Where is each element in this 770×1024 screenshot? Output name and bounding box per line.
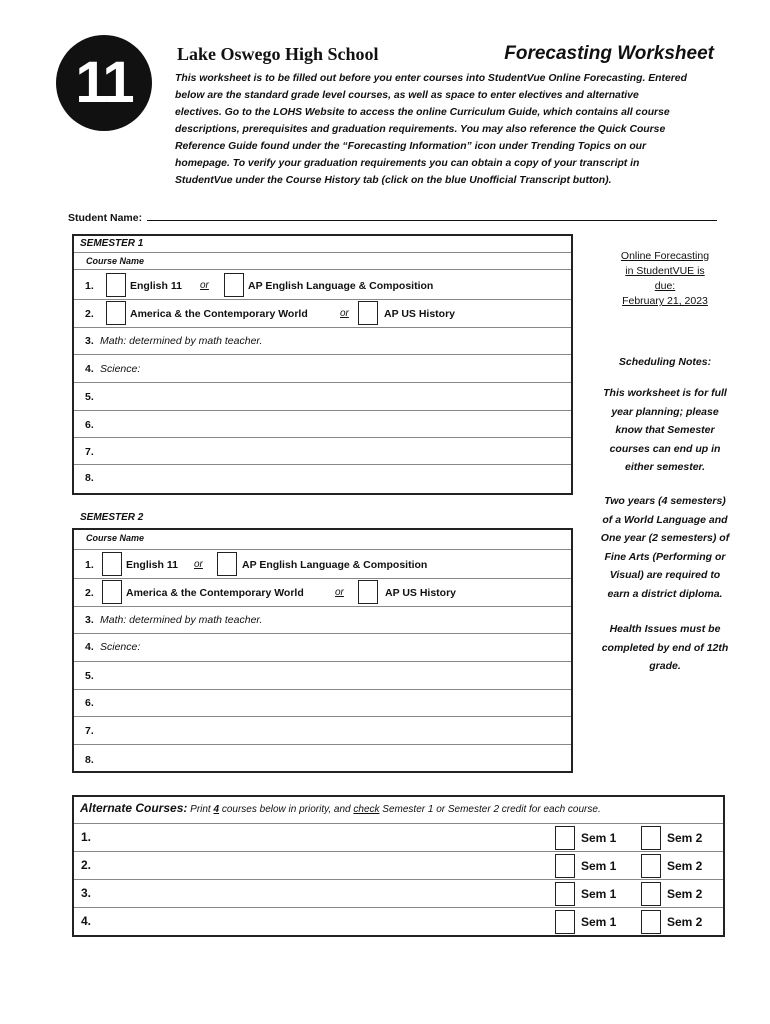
note-line: year planning; please	[611, 405, 719, 418]
note-line: Health Issues must be	[609, 623, 721, 635]
table-row[interactable]	[74, 907, 723, 936]
row-number: 2.	[85, 587, 94, 599]
sem-1-checkbox[interactable]	[555, 910, 575, 934]
note-line: completed by end of 12th	[601, 641, 729, 654]
ap-english-checkbox[interactable]	[217, 552, 237, 576]
sem-2-checkbox[interactable]	[641, 826, 661, 850]
course-name-header-row	[74, 252, 571, 269]
america-checkbox[interactable]	[102, 580, 122, 604]
america-checkbox[interactable]	[106, 301, 126, 325]
worksheet-title: Forecasting Worksheet	[504, 43, 714, 64]
table-row[interactable]	[74, 382, 571, 410]
due-date-notice	[588, 249, 742, 309]
table-row[interactable]	[74, 354, 571, 382]
sem-2-label: Sem 2	[667, 859, 703, 873]
row-number: 7.	[85, 725, 94, 737]
ap-english-label: AP English Language & Composition	[248, 280, 434, 292]
table-row[interactable]	[74, 744, 571, 771]
table-row[interactable]	[74, 823, 723, 852]
ap-us-history-label: AP US History	[384, 308, 455, 320]
due-line: in StudentVUE is	[625, 265, 705, 277]
instruction-check: check	[353, 804, 380, 815]
row-number: 1.	[81, 830, 92, 844]
note-line: know that Semester	[615, 424, 715, 436]
due-line: due:	[654, 280, 676, 292]
table-row	[74, 606, 571, 633]
semester-1-table	[72, 234, 573, 495]
table-row[interactable]	[74, 464, 571, 493]
student-name-line[interactable]	[147, 210, 717, 221]
note-line: courses can end up in	[609, 442, 721, 455]
table-row	[74, 578, 571, 606]
instruction-count: 4	[213, 804, 220, 815]
sem-1-checkbox[interactable]	[555, 854, 575, 878]
row-number: 8.	[85, 754, 94, 766]
sem-1-label: Sem 1	[581, 859, 617, 873]
or-label: or	[194, 559, 203, 570]
scheduling-note-2	[588, 492, 742, 603]
course-name-header-row	[74, 530, 571, 549]
row-number: 8.	[85, 472, 94, 484]
note-line: Two years (4 semesters)	[604, 495, 726, 507]
semester-1-label: SEMESTER 1	[80, 238, 144, 249]
instruction-text: courses below in priority, and	[219, 804, 354, 815]
table-row[interactable]	[74, 689, 571, 716]
ap-us-history-checkbox[interactable]	[358, 301, 378, 325]
table-row[interactable]	[74, 879, 723, 908]
row-number: 7.	[85, 446, 94, 458]
sem-1-checkbox[interactable]	[555, 882, 575, 906]
row-number: 5.	[85, 391, 94, 403]
sem-1-label: Sem 1	[581, 831, 617, 845]
note-line: Visual) are required to	[609, 569, 721, 581]
table-row[interactable]	[74, 410, 571, 437]
sem-2-checkbox[interactable]	[641, 854, 661, 878]
sem-2-label: Sem 2	[667, 915, 703, 929]
scheduling-note-3	[588, 620, 742, 676]
scheduling-notes-title: Scheduling Notes:	[618, 356, 712, 368]
row-number: 2.	[85, 308, 94, 320]
row-number: 4.	[85, 641, 94, 653]
table-row[interactable]	[74, 851, 723, 880]
sem-1-label: Sem 1	[581, 887, 617, 901]
course-name-header: Course Name	[86, 256, 145, 266]
ap-us-history-checkbox[interactable]	[358, 580, 378, 604]
ap-english-checkbox[interactable]	[224, 273, 244, 297]
english-11-checkbox[interactable]	[102, 552, 122, 576]
intro-line: StudentVue under the Course History tab (click on the blue Unofficial Transcript button).	[175, 175, 612, 186]
sem-2-checkbox[interactable]	[641, 910, 661, 934]
due-line: February 21, 2023	[622, 295, 708, 307]
instruction-text: Semester 1 or Semester 2 credit for each course.	[379, 804, 601, 815]
row-number: 1.	[85, 559, 94, 571]
note-line: either semester.	[625, 461, 705, 473]
row-number: 6.	[85, 419, 94, 431]
or-label: or	[200, 280, 209, 291]
or-label: or	[340, 308, 349, 319]
sem-2-label: Sem 2	[667, 831, 703, 845]
semester-2-table	[72, 528, 573, 773]
note-line: Fine Arts (Performing or	[604, 550, 726, 563]
due-line: Online Forecasting	[620, 250, 710, 262]
course-name-header: Course Name	[86, 533, 145, 543]
note-line: earn a district diploma.	[607, 587, 723, 600]
row-number: 3.	[81, 886, 92, 900]
ap-us-history-label: AP US History	[385, 587, 456, 599]
table-row[interactable]	[74, 633, 571, 661]
intro-line: This worksheet is to be filled out before you enter courses into StudentVue Online Forecasting. Entered	[175, 73, 687, 84]
table-row[interactable]	[74, 437, 571, 464]
english-11-label: English 11	[130, 280, 182, 292]
sem-2-checkbox[interactable]	[641, 882, 661, 906]
intro-paragraph	[175, 70, 723, 189]
alternate-courses-table	[72, 795, 725, 937]
grade-badge: 11	[56, 35, 152, 131]
math-note: Math: determined by math teacher.	[100, 614, 263, 626]
intro-line: below are the standard grade level courses, as well as space to enter electives and alternative	[175, 90, 639, 101]
intro-line: electives. Go to the LOHS Website to access the online Curriculum Guide, which contains all course	[175, 107, 670, 118]
school-name: Lake Oswego High School	[177, 44, 379, 64]
ap-english-label: AP English Language & Composition	[242, 559, 428, 571]
english-11-label: English 11	[126, 559, 178, 571]
student-name-label: Student Name:	[68, 212, 146, 224]
science-label: Science:	[100, 363, 141, 375]
row-number: 6.	[85, 697, 94, 709]
note-line: grade.	[649, 660, 681, 672]
table-row	[74, 269, 571, 299]
table-row	[74, 549, 571, 578]
intro-line: homepage. To verify your graduation requirements you can obtain a copy of your transcript in	[175, 158, 640, 169]
row-number: 5.	[85, 670, 94, 682]
note-line: of a World Language and	[602, 513, 728, 526]
sem-2-label: Sem 2	[667, 887, 703, 901]
alternate-courses-title: Alternate Courses:	[80, 801, 188, 815]
table-row[interactable]	[74, 716, 571, 744]
or-label: or	[335, 587, 344, 598]
intro-line: descriptions, prerequisites and graduation requirements. You may also reference the Quick Course	[175, 124, 666, 135]
science-label: Science:	[100, 641, 141, 653]
row-number: 4.	[81, 914, 92, 928]
row-number: 1.	[85, 280, 94, 292]
table-row	[74, 327, 571, 354]
math-note: Math: determined by math teacher.	[100, 335, 263, 347]
note-line: This worksheet is for full	[603, 387, 727, 399]
sem-1-checkbox[interactable]	[555, 826, 575, 850]
english-11-checkbox[interactable]	[106, 273, 126, 297]
row-number: 3.	[85, 614, 94, 626]
america-label: America & the Contemporary World	[130, 308, 308, 320]
sem-1-label: Sem 1	[581, 915, 617, 929]
table-row	[74, 299, 571, 327]
table-row[interactable]	[74, 661, 571, 689]
scheduling-note-1	[588, 384, 742, 477]
alternate-courses-header	[80, 801, 601, 815]
instruction-text: Print	[187, 804, 214, 815]
semester-2-label: SEMESTER 2	[80, 512, 144, 523]
row-number: 3.	[85, 335, 94, 347]
row-number: 2.	[81, 858, 92, 872]
row-number: 4.	[85, 363, 94, 375]
note-line: One year (2 semesters) of	[600, 532, 730, 544]
america-label: America & the Contemporary World	[126, 587, 304, 599]
student-name-field[interactable]	[68, 210, 717, 224]
intro-line: Reference Guide found under the “Forecasting Information” icon under Trending Topics on our	[175, 141, 647, 152]
